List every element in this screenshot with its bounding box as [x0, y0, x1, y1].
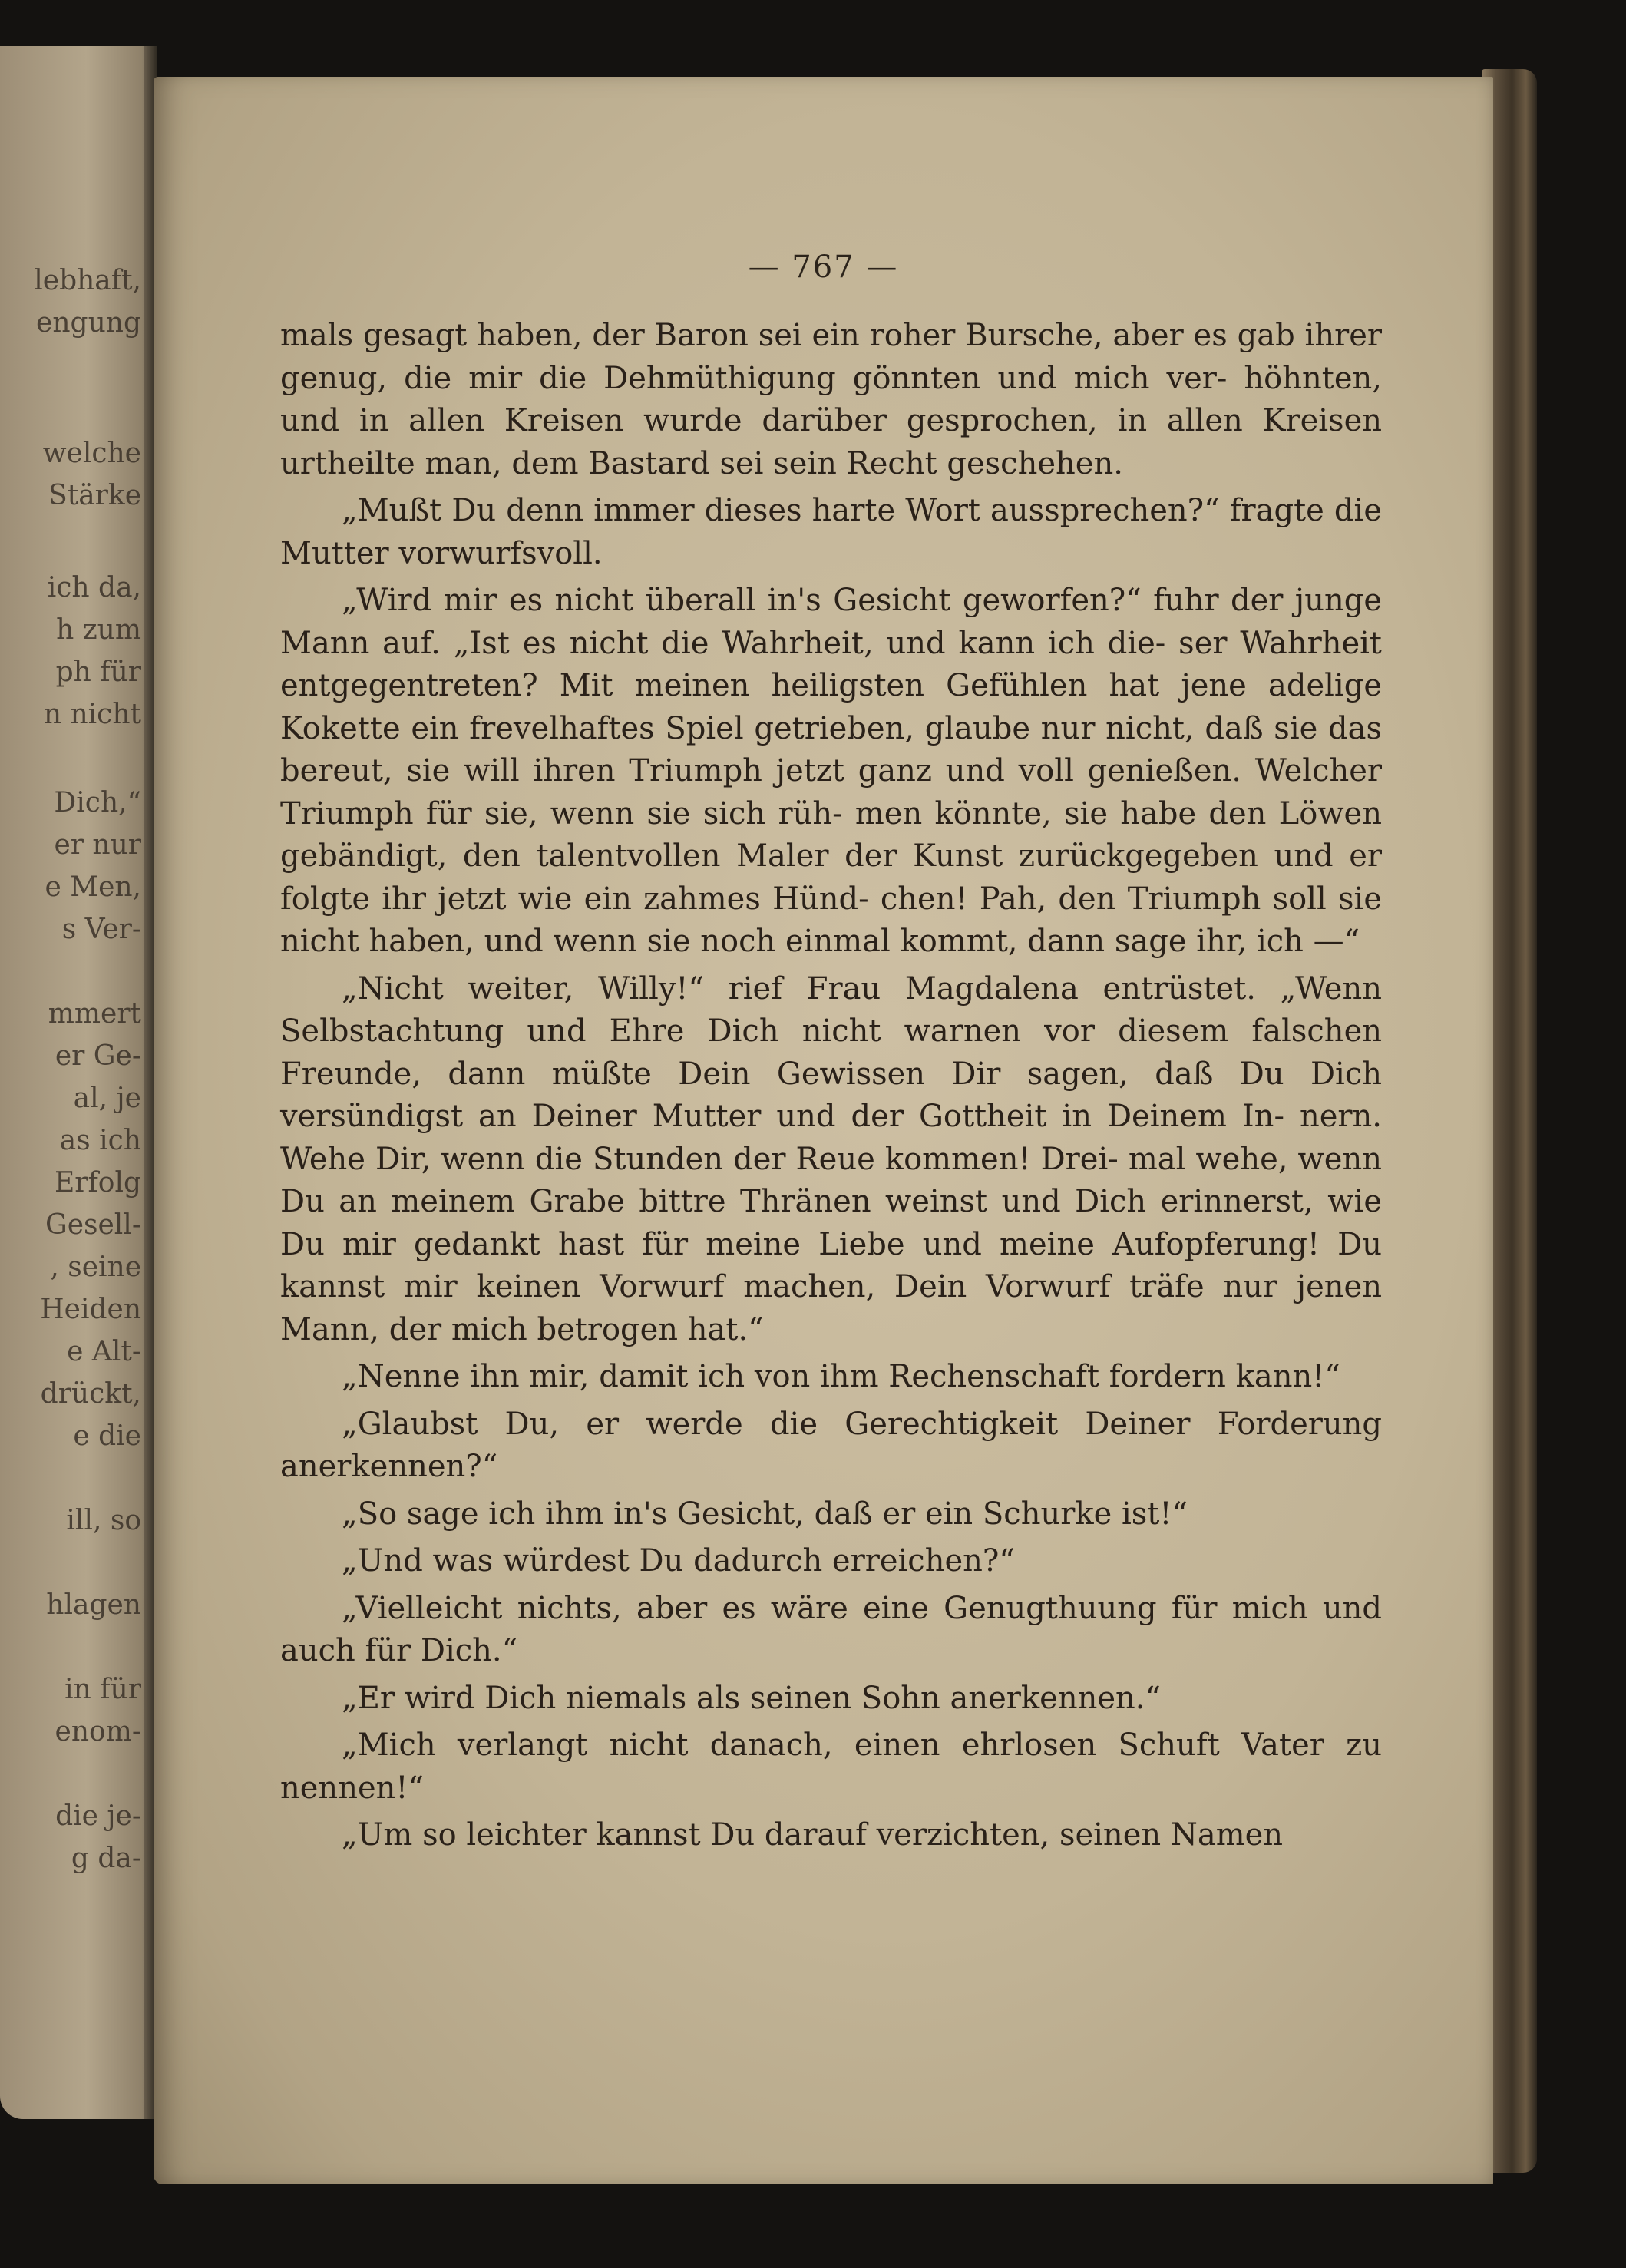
left-page-fragment: al, je — [73, 1083, 141, 1114]
left-page-fragment: mmert — [48, 998, 141, 1030]
left-page-fragment: welche — [42, 438, 141, 469]
left-page-fragment: n nicht — [43, 699, 141, 730]
left-page-fragment: ill, so — [66, 1505, 141, 1536]
paragraph: „Mich verlangt nicht danach, einen ehrlosen Schuft Vater zu nennen!“ — [280, 1727, 1382, 1806]
paragraph: „Um so leichter kannst Du darauf verzichten, seinen Namen — [342, 1817, 1284, 1853]
left-page-fragment: Erfolg — [54, 1167, 141, 1198]
left-page-fragment: in für — [64, 1674, 141, 1705]
left-page — [0, 46, 157, 2119]
paragraph: „Er wird Dich niemals als seinen Sohn anerkennen.“ — [342, 1680, 1161, 1716]
paragraph: „Nicht weiter, Willy!“ rief Frau Magdalena entrüstet. „Wenn Selbstachtung und Ehre Dich nicht warnen vor diesem falschen Freunde, dann müßte Dein Gewissen Dir sagen, daß Du Dich versündigst an Deiner Mutter und der Gottheit in Deinem In- nern. Wehe Dir, wenn die Stunden der Reue kommen! Drei- mal wehe, wenn Du an meinem Grabe bittre Thränen weinst und Dich erinnerst, wie Du mir gedankt hast für meine Liebe und meine Aufopferung! Du kannst mir keinen Vorwurf machen, Dein Vorwurf träfe nur jenen Mann, der mich betrogen hat.“ — [280, 970, 1382, 1347]
paragraph: „Und was würdest Du dadurch erreichen?“ — [342, 1543, 1015, 1579]
left-page-fragment: er Ge- — [55, 1040, 141, 1072]
left-page-fragment: enom- — [55, 1716, 141, 1747]
left-page-fragment: s Ver- — [61, 914, 141, 945]
left-page-fragment: die je- — [55, 1800, 141, 1832]
paragraph: „Vielleicht nichts, aber es wäre eine Genugthuung für mich und auch für Dich.“ — [280, 1590, 1382, 1668]
left-page-fragment: engung — [36, 307, 141, 339]
left-page-fragment: e Alt- — [67, 1336, 141, 1367]
paragraph: „Nenne ihn mir, damit ich von ihm Rechenschaft fordern kann!“ — [342, 1359, 1340, 1394]
left-page-fragment: e die — [73, 1420, 141, 1452]
paragraph: „Wird mir es nicht überall in's Gesicht geworfen?“ fuhr der junge Mann auf. „Ist es nicht die Wahrheit, und kann ich die- ser Wahrheit entgegentreten? Mit meinen heiligsten Gefühlen hat jene adelige Kokette ein frevelhaftes Spiel getrieben, glaube nur nicht, daß sie das bereut, sie will ihren Triumph jetzt ganz und voll genießen. Welcher Triumph für sie, wenn sie sich rüh- men könnte, sie habe den Löwen gebändigt, den talentvollen Maler der Kunst zurückgegeben und er folgte ihr jetzt wie ein zahmes Hünd- chen! Pah, den Triumph soll sie nicht haben, und wenn sie noch einmal kommt, dann sage ihr, ich —“ — [280, 583, 1382, 959]
left-page-fragment: Stärke — [48, 480, 141, 511]
paragraph: „Glaubst Du, er werde die Gerechtigkeit Deiner Forderung anerkennen?“ — [280, 1406, 1382, 1484]
left-page-fragment: hlagen — [46, 1589, 141, 1621]
left-page-fragment: h zum — [56, 614, 141, 646]
right-page — [154, 77, 1493, 2184]
paragraph: mals gesagt haben, der Baron sei ein roher Bursche, aber es gab ihrer genug, die mir die Dehmüthigung gönnten und mich ver- höhnten, und in allen Kreisen wurde darüber gesprochen, in allen Kreisen urtheilte man, dem Bastard sei sein Recht geschehen. — [280, 318, 1382, 481]
paragraph: „Mußt Du denn immer dieses harte Wort aussprechen?“ fragte die Mutter vorwurfsvoll. — [280, 493, 1382, 571]
left-page-fragment: Gesell- — [45, 1209, 141, 1241]
left-page-fragment: drückt, — [40, 1378, 141, 1410]
left-page-fragment: lebhaft, — [34, 265, 141, 296]
left-page-fragment: e Men, — [45, 871, 141, 903]
left-page-fragment: ich da, — [47, 572, 141, 603]
left-page-fragment: ph für — [55, 656, 141, 688]
left-page-fragment: Heiden — [40, 1294, 141, 1325]
left-page-fragment: , seine — [50, 1251, 141, 1283]
paragraph: „So sage ich ihm in's Gesicht, daß er ein Schurke ist!“ — [342, 1496, 1188, 1532]
left-page-fragment: Dich,“ — [54, 787, 141, 818]
body-text — [280, 315, 1382, 1862]
left-page-fragment: er nur — [54, 829, 141, 861]
page-number: — 767 — — [748, 250, 899, 285]
left-page-fragment: as ich — [59, 1125, 141, 1156]
left-page-fragment: g da- — [71, 1843, 141, 1874]
